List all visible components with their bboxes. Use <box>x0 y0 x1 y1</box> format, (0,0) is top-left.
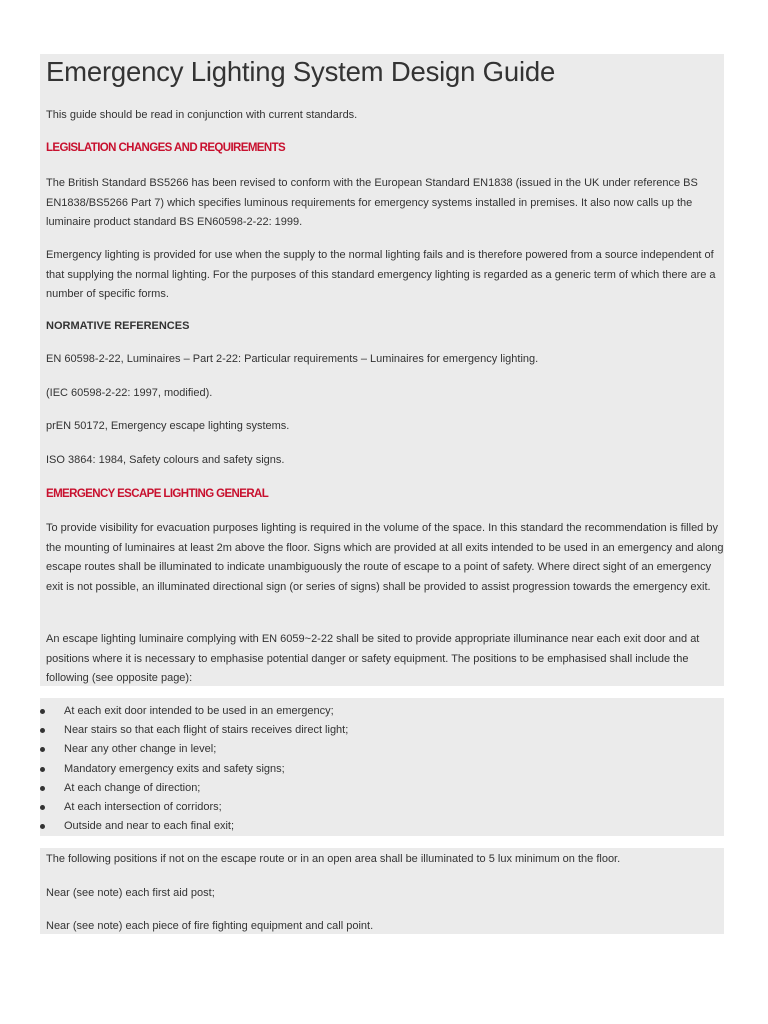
footer-panel <box>40 848 724 934</box>
bullet-icon <box>40 709 45 714</box>
bullet-icon <box>40 747 45 752</box>
escape-paragraph: An escape lighting luminaire complying with EN 6059~2-22 shall be sited to provide appropriate illuminance near each exit door and at positions where it is necessary to emphasise potential danger or safety equipment. The positions to be emphasised shall include the following (see opposite page): <box>46 633 700 684</box>
normative-heading: NORMATIVE REFERENCES <box>46 320 190 332</box>
normative-item: ISO 3864: 1984, Safety colours and safety signs. <box>46 454 285 466</box>
normative-item: prEN 50172, Emergency escape lighting systems. <box>46 420 290 432</box>
footer-paragraph: The following positions if not on the escape route or in an open area shall be illuminated to 5 lux minimum on the floor. <box>46 853 621 865</box>
list-item: At each change of direction; <box>40 779 724 798</box>
bullet-icon <box>40 805 45 810</box>
footer-paragraph: Near (see note) each first aid post; <box>46 887 215 899</box>
bullet-icon <box>40 824 45 829</box>
positions-list-panel <box>40 698 724 836</box>
escape-paragraph: To provide visibility for evacuation purposes lighting is required in the volume of the space. In this standard the recommendation is filled by the mounting of luminaires at least 2m above the floor. Signs which are provided at all exits intended to be used in an emergency and along escape routes shall be illuminated to indicate unambiguously the route of escape to a point of safety. Where direct sight of an emergency exit is not possible, an illuminated directional sign (or series of signs) shall be provided to assist progression towards the emergency exit. <box>46 522 724 593</box>
positions-list <box>40 702 724 836</box>
list-item: Near stairs so that each flight of stairs receives direct light; <box>40 721 724 740</box>
list-item: Outside and near to each final exit; <box>40 817 724 836</box>
footer-paragraph: Near (see note) each piece of fire fighting equipment and call point. <box>46 920 374 932</box>
legislation-heading: LEGISLATION CHANGES AND REQUIREMENTS <box>46 142 286 154</box>
legislation-paragraph: The British Standard BS5266 has been revised to conform with the European Standard EN1838 (issued in the UK under reference BS EN1838/BS5266 Part 7) which specifies luminous requirements for emergency systems installed in premises. It also now calls up the luminaire product standard BS EN60598-2-22: 1999. <box>46 177 698 228</box>
main-content-panel <box>40 54 724 686</box>
bullet-icon <box>40 767 45 772</box>
bullet-icon <box>40 786 45 791</box>
bullet-icon <box>40 728 45 733</box>
page-title: Emergency Lighting System Design Guide <box>46 56 556 87</box>
escape-heading: EMERGENCY ESCAPE LIGHTING GENERAL <box>46 488 269 500</box>
list-item: Mandatory emergency exits and safety signs; <box>40 760 724 779</box>
list-item: At each exit door intended to be used in an emergency; <box>40 702 724 721</box>
legislation-paragraph: Emergency lighting is provided for use when the supply to the normal lighting fails and is therefore powered from a source independent of that supplying the normal lighting. For the purposes of this standard emergency lighting is regarded as a generic term of which there are a number of specific forms. <box>46 249 716 300</box>
normative-item: EN 60598-2-22, Luminaires – Part 2-22: Particular requirements – Luminaires for emergency lighting. <box>46 353 539 365</box>
intro-text: This guide should be read in conjunction with current standards. <box>46 109 358 121</box>
normative-item: (IEC 60598-2-22: 1997, modified). <box>46 387 213 399</box>
list-item: Near any other change in level; <box>40 740 724 759</box>
list-item: At each intersection of corridors; <box>40 798 724 817</box>
